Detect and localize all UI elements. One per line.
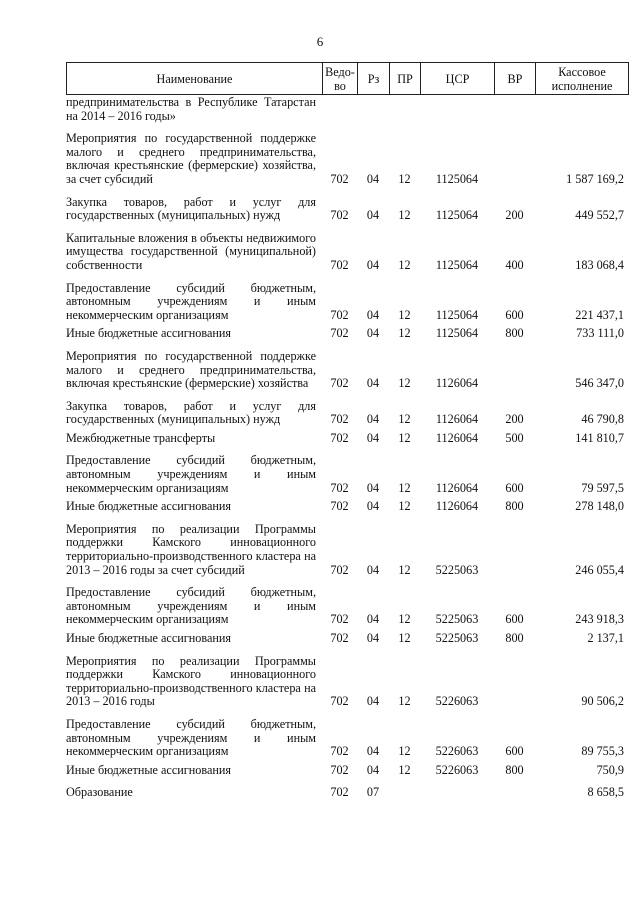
row-vr: 800 (505, 631, 524, 645)
budget-table (66, 96, 628, 800)
row-name: Предоставление субсидий бюджетным, автономным учреждениям и иным некоммерческим организациям (66, 453, 316, 495)
table-row (66, 132, 628, 186)
row-csr: 5226063 (435, 744, 479, 759)
row-name: Межбюджетные трансферты (66, 430, 216, 445)
row-name: Капитальные вложения в объекты недвижимого имущества государственной (муниципальной) собственности (66, 230, 316, 272)
row-pr: 12 (398, 171, 411, 186)
row-ved: 702 (330, 208, 349, 223)
row-pr: 12 (398, 376, 411, 391)
row-vr: 400 (505, 257, 524, 272)
header-vr: ВР (495, 63, 536, 95)
row-ved: 702 (330, 612, 349, 627)
row-vr: 800 (505, 762, 524, 777)
row-vr: 600 (505, 744, 524, 759)
table-row (66, 232, 628, 273)
row-csr: 1125064 (435, 208, 479, 223)
row-csr (420, 786, 494, 800)
row-rz: 04 (366, 412, 380, 427)
row-pr: 12 (398, 257, 411, 272)
table-row (66, 523, 628, 577)
row-pr (389, 96, 420, 123)
row-pr: 12 (398, 499, 411, 514)
row-name: Мероприятия по реализации Программы поддержки Камского инновационного территориально-производственного кластера на 2013 – 2016 годы за счет субсидий (66, 521, 316, 577)
row-ved: 702 (330, 430, 349, 445)
row-name: Предоставление субсидий бюджетным, автономным учреждениям и иным некоммерческим организациям (66, 585, 316, 627)
row-vr (494, 655, 535, 709)
row-rz: 04 (366, 376, 380, 391)
row-name: Иные бюджетные ассигнования (66, 631, 232, 645)
row-vr (494, 96, 535, 123)
row-csr: 1125064 (435, 257, 479, 272)
table-row (66, 282, 628, 323)
row-name: Закупка товаров, работ и услуг для государственных (муниципальных) нужд (66, 194, 316, 223)
row-name: предпринимательства в Республике Татарстан на 2014 – 2016 годы» (66, 95, 316, 123)
row-rz: 04 (366, 171, 380, 186)
table-row (66, 432, 628, 446)
row-pr: 12 (398, 612, 411, 627)
row-name: Предоставление субсидий бюджетным, автономным учреждениям и иным некоммерческим организациям (66, 716, 316, 759)
row-rz: 04 (366, 208, 380, 223)
row-csr: 1126064 (435, 480, 479, 495)
table-row (66, 586, 628, 627)
row-ved: 702 (330, 744, 349, 759)
row-amount: 750,9 (596, 762, 624, 777)
row-amount: 449 552,7 (575, 208, 624, 223)
row-amount: 183 068,4 (575, 257, 624, 272)
row-vr: 800 (505, 326, 524, 341)
row-name: Мероприятия по государственной поддержке малого и среднего предпринимательства, включая крестьянские (фермерские) хозяйства (66, 348, 316, 391)
row-rz: 04 (366, 430, 380, 445)
row-amount: 246 055,4 (575, 562, 624, 577)
row-rz: 04 (366, 694, 380, 709)
row-pr: 12 (398, 412, 411, 427)
row-vr (494, 523, 535, 577)
row-csr: 1125064 (435, 171, 479, 186)
row-amount: 90 506,2 (581, 694, 624, 709)
table-row (66, 764, 628, 778)
row-ved: 702 (330, 562, 349, 577)
row-name: Предоставление субсидий бюджетным, автономным учреждениям и иным некоммерческим организациям (66, 280, 316, 322)
row-pr: 12 (398, 307, 411, 322)
table-row (66, 96, 628, 123)
row-rz: 04 (366, 612, 380, 627)
row-pr: 12 (398, 480, 411, 495)
table-row (66, 655, 628, 709)
row-csr: 1126064 (435, 412, 479, 427)
row-rz: 04 (366, 257, 380, 272)
row-ved: 702 (330, 499, 349, 514)
row-amount: 8 658,5 (587, 785, 624, 800)
row-rz: 04 (366, 631, 380, 645)
row-ved: 702 (330, 785, 349, 800)
row-amount: 2 137,1 (587, 631, 624, 645)
table-row (66, 454, 628, 495)
row-vr: 200 (505, 208, 524, 223)
row-vr: 600 (505, 307, 524, 322)
row-csr: 1126064 (435, 499, 479, 514)
row-csr: 5226063 (435, 762, 479, 777)
row-name: Мероприятия по реализации Программы поддержки Камского инновационного территориально-производственного кластера на 2013 – 2016 годы (66, 653, 316, 709)
header-kassa: Кассовое исполнение (536, 63, 629, 95)
row-rz (357, 96, 389, 123)
row-ved: 702 (330, 307, 349, 322)
row-vr (494, 350, 535, 391)
row-pr: 12 (398, 631, 411, 645)
row-csr (420, 96, 494, 123)
row-vr (494, 132, 535, 186)
header-name: Наименование (67, 63, 323, 95)
row-ved: 702 (330, 171, 349, 186)
row-name: Иные бюджетные ассигнования (66, 762, 232, 777)
row-vr (494, 786, 535, 800)
row-pr: 12 (398, 694, 411, 709)
row-pr: 12 (398, 208, 411, 223)
row-ved: 702 (330, 762, 349, 777)
row-ved: 702 (330, 480, 349, 495)
row-pr: 12 (398, 744, 411, 759)
row-ved: 702 (330, 694, 349, 709)
row-rz: 04 (366, 326, 380, 341)
table-row (66, 350, 628, 391)
table-row (66, 400, 628, 427)
row-name: Закупка товаров, работ и услуг для государственных (муниципальных) нужд (66, 398, 316, 427)
row-vr: 800 (505, 499, 524, 514)
row-csr: 5225063 (435, 631, 479, 645)
row-pr: 12 (398, 430, 411, 445)
row-pr (389, 786, 420, 800)
row-rz: 04 (366, 744, 380, 759)
row-ved: 702 (330, 257, 349, 272)
row-csr: 5226063 (435, 694, 479, 709)
row-amount: 141 810,7 (575, 430, 624, 445)
row-ved: 702 (330, 376, 349, 391)
row-amount: 46 790,8 (581, 412, 624, 427)
row-amount (535, 96, 628, 123)
row-ved (322, 96, 357, 123)
row-name: Образование (66, 785, 133, 800)
row-csr: 1125064 (435, 307, 479, 322)
table-row (66, 327, 628, 341)
header-ved: Ведо- во (323, 63, 358, 95)
row-rz: 04 (366, 307, 380, 322)
row-vr: 600 (505, 480, 524, 495)
row-csr: 1126064 (435, 430, 479, 445)
row-vr: 200 (505, 412, 524, 427)
row-amount: 89 755,3 (581, 744, 624, 759)
row-csr: 1125064 (435, 326, 479, 341)
table-row (66, 196, 628, 223)
header-pr: ПР (390, 63, 421, 95)
row-rz: 07 (366, 785, 380, 800)
row-pr: 12 (398, 762, 411, 777)
row-amount: 546 347,0 (575, 376, 624, 391)
header-rz: Рз (358, 63, 390, 95)
row-name: Иные бюджетные ассигнования (66, 326, 232, 341)
row-amount: 733 111,0 (576, 326, 624, 341)
table-row (66, 632, 628, 646)
row-amount: 221 437,1 (575, 307, 624, 322)
row-csr: 5225063 (435, 612, 479, 627)
row-vr: 500 (505, 430, 524, 445)
row-name: Иные бюджетные ассигнования (66, 499, 232, 514)
row-amount: 1 587 169,2 (566, 171, 624, 186)
row-pr: 12 (398, 326, 411, 341)
table-row (66, 718, 628, 759)
row-rz: 04 (366, 562, 380, 577)
row-csr: 1126064 (435, 376, 479, 391)
row-vr: 600 (505, 612, 524, 627)
row-pr: 12 (398, 562, 411, 577)
row-amount: 243 918,3 (575, 612, 624, 627)
row-amount: 278 148,0 (575, 499, 624, 514)
table-row (66, 786, 628, 800)
row-rz: 04 (366, 480, 380, 495)
row-ved: 702 (330, 412, 349, 427)
row-csr: 5225063 (435, 562, 479, 577)
row-name: Мероприятия по государственной поддержке малого и среднего предпринимательства, включая крестьянские (фермерские) хозяйства, за счет субсидий (66, 131, 316, 186)
table-header (66, 62, 629, 95)
row-ved: 702 (330, 631, 349, 645)
row-rz: 04 (366, 762, 380, 777)
table-row (66, 500, 628, 514)
row-amount: 79 597,5 (581, 480, 624, 495)
page-number: 6 (316, 34, 324, 49)
row-ved: 702 (330, 326, 349, 341)
row-rz: 04 (366, 499, 380, 514)
header-csr: ЦСР (421, 63, 495, 95)
